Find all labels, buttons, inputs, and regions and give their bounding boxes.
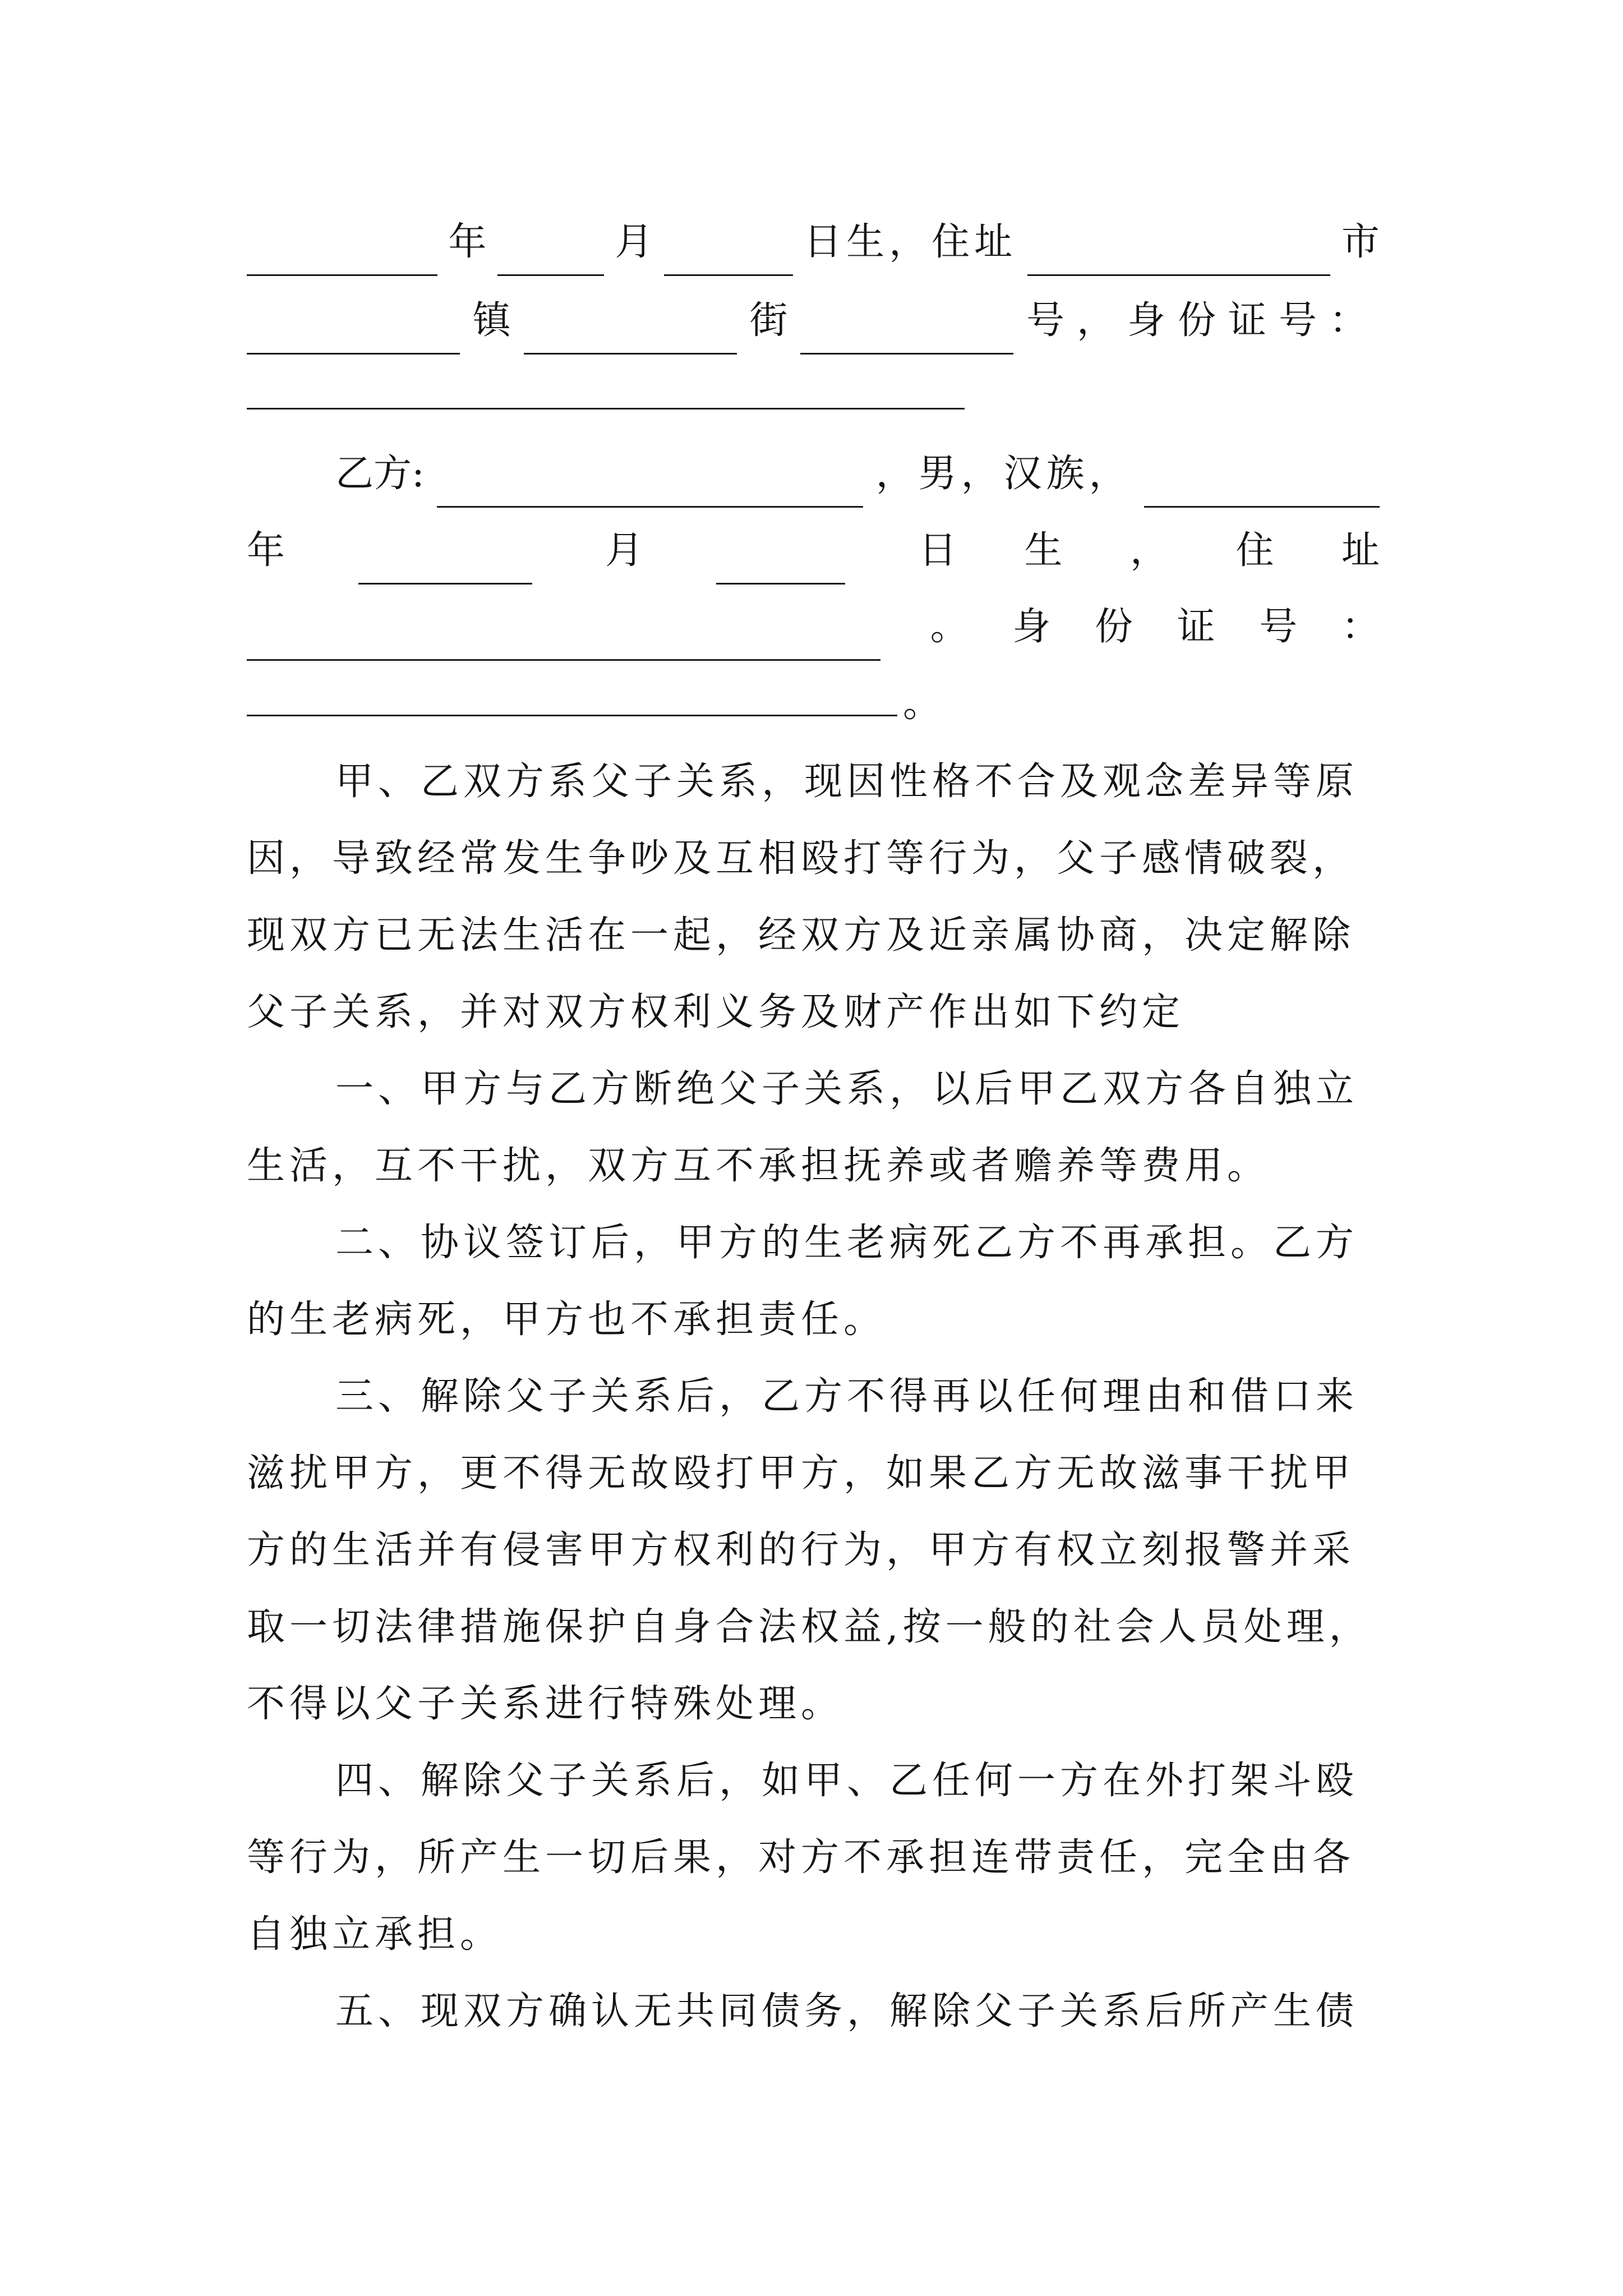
paragraph-line: 现双方已无法生活在一起，经双方及近亲属协商，决定解除 — [247, 913, 1355, 958]
paragraph-line: 甲、乙双方系父子关系，现因性格不合及观念差异等原 — [335, 760, 1359, 804]
party-a-town-street-line — [247, 287, 1380, 355]
clause-line: 不得以父子关系进行特殊处理。 — [247, 1682, 844, 1726]
clause-line: 的生老病死，甲方也不承担责任。 — [247, 1297, 887, 1342]
comma-text: ， — [1129, 528, 1168, 573]
party-b-label: 乙方: — [335, 452, 425, 496]
paragraph-line: 因，导致经常发生争吵及互相殴打等行为，父子感情破裂， — [247, 836, 1355, 881]
month-label: 月 — [605, 528, 643, 573]
party-b-address-id-line — [247, 593, 1380, 661]
period-text: 。 — [930, 605, 969, 649]
end-period-text: 。 — [903, 682, 942, 726]
day-birth-address-label: 日生，住址 — [804, 220, 1017, 264]
address-label-1: 住 — [1235, 528, 1274, 573]
address-blank[interactable] — [247, 624, 880, 661]
clause-line: 方的生活并有侵害甲方权利的行为，甲方有权立刻报警并采 — [247, 1528, 1355, 1572]
blank-field[interactable] — [497, 240, 604, 276]
blank-field[interactable] — [524, 318, 737, 355]
id-label-2: 份 — [1094, 605, 1133, 649]
blank-field[interactable] — [716, 548, 845, 585]
party-b-birth-line — [247, 517, 1380, 585]
gender-ethnicity-text: ，男，汉族， — [875, 452, 1132, 496]
colon-text: ： — [1341, 605, 1380, 649]
blank-field[interactable] — [664, 240, 793, 276]
clause-line: 等行为，所产生一切后果，对方不承担连带责任，完全由各 — [247, 1835, 1355, 1880]
address-label-2: 址 — [1341, 528, 1380, 573]
clause-line: 取一切法律措施保护自身合法权益,按一般的社会人员处理， — [247, 1605, 1372, 1649]
blank-field[interactable] — [1027, 240, 1330, 276]
party-a-birth-address-line — [247, 209, 1380, 276]
blank-field[interactable] — [247, 240, 437, 276]
id-label-3: 证 — [1177, 605, 1215, 649]
town-label: 镇 — [472, 298, 511, 343]
id-number-blank[interactable] — [247, 373, 965, 409]
year-label: 年 — [247, 528, 285, 573]
clause-line: 二、协议签订后，甲方的生老病死乙方不再承担。乙方 — [335, 1221, 1359, 1265]
party-b-id-line — [247, 670, 1380, 738]
clause-line: 生活，互不干扰，双方互不承担抚养或者赡养等费用。 — [247, 1144, 1270, 1188]
clause-line: 滋扰甲方，更不得无故殴打甲方，如果乙方无故滋事干扰甲 — [247, 1451, 1355, 1496]
clause-line: 四、解除父子关系后，如甲、乙任何一方在外打架斗殴 — [335, 1759, 1359, 1803]
blank-field[interactable] — [247, 318, 460, 355]
id-label-4: 号 — [1259, 605, 1298, 649]
clause-line: 一、甲方与乙方断绝父子关系，以后甲乙双方各自独立 — [335, 1067, 1359, 1111]
blank-field[interactable] — [800, 318, 1013, 355]
id-label-1: 身 — [1012, 605, 1051, 649]
blank-field[interactable] — [358, 548, 532, 585]
party-b-line — [247, 440, 1380, 508]
blank-field[interactable] — [1144, 471, 1380, 508]
year-label: 年 — [448, 220, 487, 264]
id-number-blank[interactable] — [247, 680, 897, 716]
city-label: 市 — [1341, 220, 1380, 264]
number-id-label: 号，身份证号： — [1026, 298, 1380, 343]
clause-line: 三、解除父子关系后，乙方不得再以任何理由和借口来 — [335, 1374, 1359, 1419]
party-a-id-line — [247, 364, 1380, 431]
paragraph-line: 父子关系，并对双方权利义务及财产作出如下约定 — [247, 990, 1185, 1034]
month-label: 月 — [615, 220, 653, 264]
party-b-name-blank[interactable] — [437, 471, 863, 508]
clause-line: 自独立承担。 — [247, 1912, 503, 1957]
birth-label: 生 — [1024, 528, 1063, 573]
day-label: 日 — [918, 528, 957, 573]
clause-line: 五、现双方确认无共同债务，解除父子关系后所产生债 — [335, 1989, 1359, 2033]
street-label: 街 — [749, 298, 788, 343]
